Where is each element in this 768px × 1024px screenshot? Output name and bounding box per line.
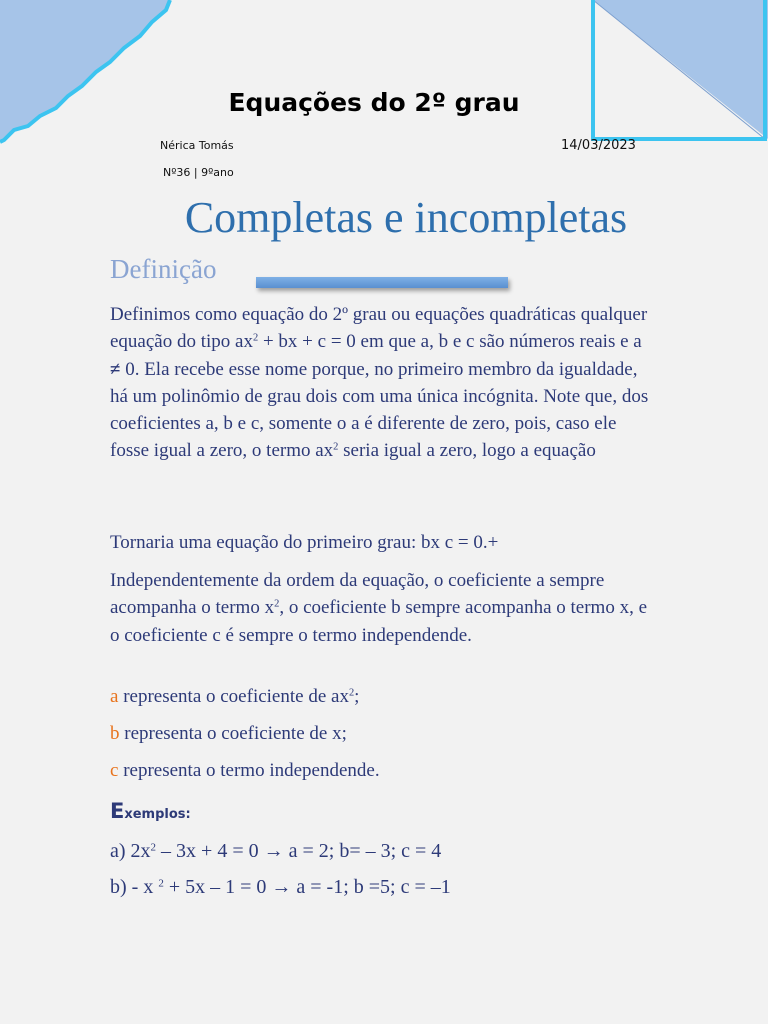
example-b: b) - x $^2$ + 5x – 1 = 0 → a = -1; b =5; c = –1	[110, 876, 451, 898]
coefficient-a-line: a representa o coeficiente de $ax^2$;	[110, 686, 360, 707]
first-degree-paragraph: Tornaria uma equação do primeiro grau: bx c = 0.+	[110, 532, 499, 553]
coefficient-letter: c	[110, 760, 119, 781]
decorative-bar	[256, 277, 508, 288]
coefficient-b-line: b representa o coeficiente de x;	[110, 723, 347, 744]
section-subtitle: Completas e incompletas	[184, 193, 628, 242]
decorative-corner-top-left	[0, 0, 175, 145]
not-equal-symbol: ≠	[110, 358, 121, 380]
definition-paragraph: Definimos como equação do 2º grau ou equações quadráticas qualquer equação do tipo $ax^2$ + bx + c = 0 em que a, b e c são números reais e a ≠ 0. Ela recebe esse nome porque, no primeiro membro da igualdade, há um polinômio de grau dois com uma única incógnita. Note que, dos coeficientes a, b e c, somente o a é diferente de zero, pois, caso ele fosse igual a zero, o termo $ax^2$ seria igual a zero, logo a equação	[110, 304, 649, 462]
coefficient-order-paragraph: Independentemente da ordem da equação, o coeficiente a sempre acompanha o termo $x^2$, o coeficiente b sempre acompanha o termo x, e o coeficiente c é sempre o termo independende.	[110, 570, 648, 646]
example-a: a) $2x^2 - 3x + 4 = 0 \to a = 2$; b= – 3; c = 4	[110, 840, 442, 862]
coefficient-letter: b	[110, 723, 120, 744]
examples-heading: Exemplos:	[110, 799, 191, 823]
coefficient-letter: a	[110, 686, 119, 707]
document-title: Equações do 2º grau	[228, 88, 520, 117]
coefficient-c-line: c representa o termo independende.	[110, 760, 380, 781]
author-name: Nérica Tomás	[160, 139, 234, 152]
document-date: 14/03/2023	[561, 138, 636, 153]
class-info: Nº36 | 9ºano	[163, 166, 234, 179]
definition-heading: Definição	[110, 254, 217, 284]
decorative-corner-top-right	[590, 0, 768, 142]
